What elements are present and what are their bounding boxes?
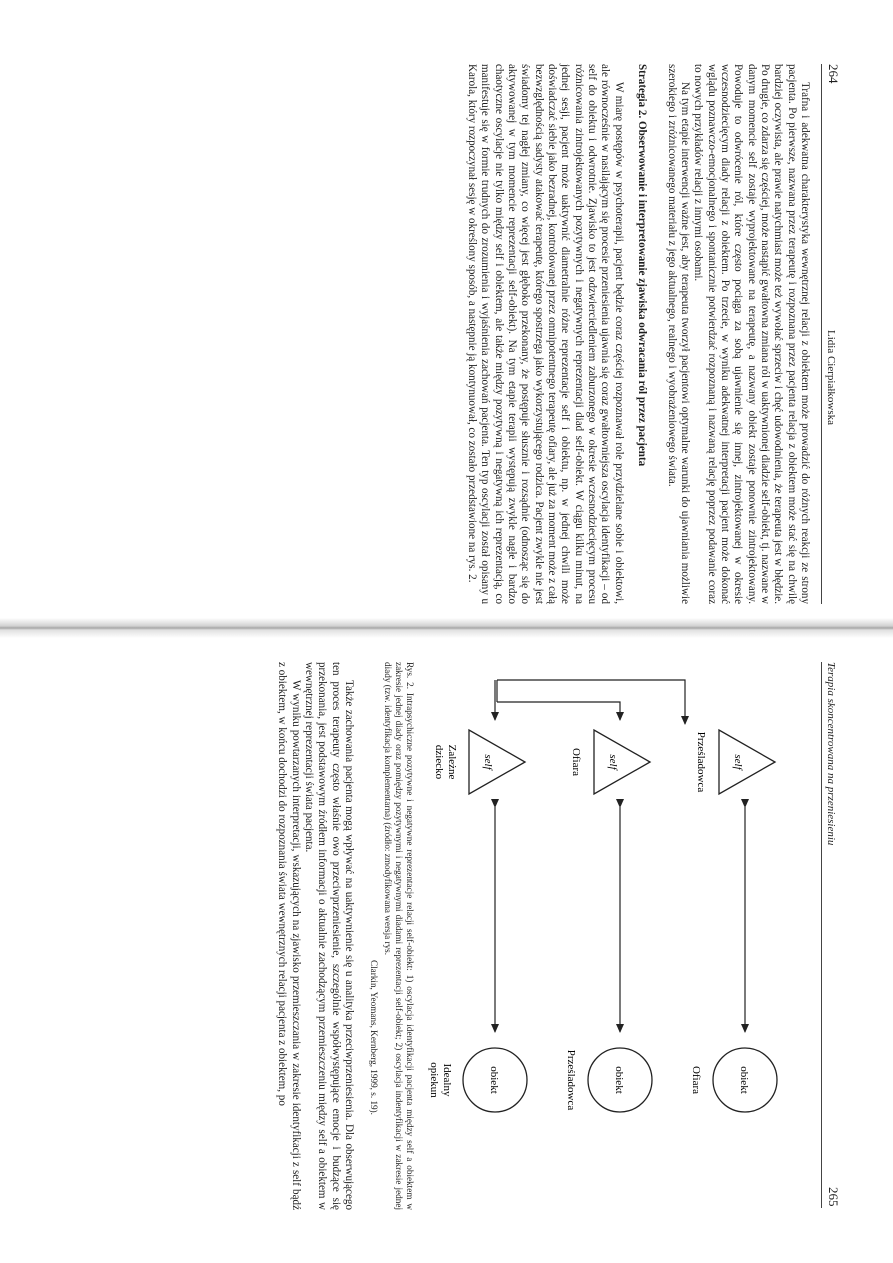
running-head-left: Lidia Cierpiałkowska [825, 330, 837, 426]
self-label: self [482, 754, 494, 770]
paragraph: W miarę postępów w psychoterapii, pacjent będzie coraz częściej rozpoznawał role przydzielane sobie i obiektowi, ale równocześnie w nasilającym się procesie przeniesienia ujawnia się coraz gwałtowniejsza oscylacja identyfikacji – od self do obiektu i odwrotnie. Zjawisko to jest odzwierciedleniem zaburzonego w okresie wczesnodziecięcym procesu różnicowania zintrojektowanych pozytywnych i negatywnych reprezentacji diad self-obiekt. W ciągu kilku minut, na jednej sesji, pacjent może uaktywnić diametralnie różne reprezentacje self i obiektu, np. w jednej chwili może doświadczać siebie jako bezradnej, kontrolowanej przez omnipotentnego terapeutę ofiary, ale już za moment może z całą bezwzględnością sadysty atakować terapeutę, którego spostrzega jako wykorzystującego rodzica. Pacjent zwykle nie jest świadomy tej nagłej zmiany, co więcej jest głęboko przekonany, że postępuje słusznie i rozsądnie (odnosząc się do aktywowanej w tym momencie reprezentacji self-obiekt). Na tym etapie terapii występują zwykle nagłe i bardzo chaotyczne oscylacje nie tylko między self i obiektem, ale także między pozytywną i negatywną ich reprezentacją, co manifestuje się w formie trudnych do zrozumienia i wyjaśnienia zachowań pacjenta. Ten typ oscylacji został opisany u Karola, który rozpoczynał sesję w określony sposób, a następnie ją kontynuował, co zostało przedstawione na rys. 2. [466, 64, 625, 604]
self-role-label: Prześladowca [695, 731, 707, 793]
left-text-column [465, 64, 811, 604]
self-triangle [719, 730, 775, 794]
object-role-label-line1: Idealny [441, 1063, 453, 1097]
object-label: obiekt [488, 1066, 500, 1094]
paragraph: Na tym etapie interwencji ważne jest, aby terapeuta tworzył pacjentowi optymalne warunki do ujawniania możliwie szerokiego i zróżnicowanego materiału z jego aktualnego, realnego i wyobrażeniowego świata. [665, 64, 691, 604]
header-rule-left [821, 64, 822, 604]
caption-text: Rys. 2. Intrapsychiczne pozytywne i negatywne reprezentacje relacji self-obiekt: 1) oscylacja identyfikacji pacjenta między self a obiektem w zakresie jednej diady oraz pomiędzy pozytywnymi i negatywnymi diadami reprezentacji self-obiekt; 2) oscylacja indentyfikacji w zakresie jednej diady (tzw. identyfikacja komplementarna) (źródło: zmodyfikowana wersja rys. [382, 662, 415, 1210]
right-text-column [275, 662, 355, 1210]
paragraph: Trafna i adekwatna charakterystyka wewnętrznej relacji z obiektem może prowadzić do różnych reakcji ze strony pacjenta. Po pierwsze, nazwana przez terapeutę i rozpoznana przez pacjenta relacja z obiektem może stać się na chwilę bardziej oczywista, ale prawie natychmiast może też wywołać sprzeciw i chęć udowodnienia, że terapeuta jest w błędzie. Po drugie, co zdarza się częściej, może nastąpić gwałtowna zmiana ról w uaktywnionej diadzie self-obiekt, tj. nazwane w danym momencie self zostaje wyprojektowane na terapeutę, a nazwany obiekt zostaje ponownie zintrojektowany. Powoduje to odwrócenie ról, które często pociąga za sobą ujawnienie się innej, zintrojektowanej w okresie wczesnodziecięcym diady relacji z obiektem. Po trzecie, w wyniku adekwatnej interpretacji pacjent może dokonać wglądu poznawczo-emocjonalnego i spontanicznie potwierdzać rozpoznaną i nazwaną relację poprzez podawanie coraz to nowych przykładów relacji z innymi osobami. [692, 64, 811, 604]
object-role-label: Prześladowca [565, 1049, 577, 1111]
page-number-right: 265 [826, 1187, 841, 1207]
self-object-diagram [295, 632, 815, 1263]
self-label: self [732, 754, 744, 770]
self-role-label-line2: dziecko [433, 744, 445, 780]
object-role-label-line2: opiekun [428, 1062, 440, 1098]
figure-caption [381, 662, 415, 1210]
object-label: obiekt [738, 1066, 750, 1094]
self-label: self [607, 754, 619, 770]
self-role-label: Ofiara [570, 747, 582, 777]
paragraph: W wyniku powtarzanych interpretacji, wskazujących na zjawisko przemieszczania w zakresie identyfikacji z self bądź z obiektem, w końcu dochodzi do rozpoznania świata wewnętrznych relacji pacjenta z obiektem, po [276, 662, 302, 1210]
self-triangle [594, 730, 650, 794]
self-role-label-line1: Zależne [446, 744, 458, 780]
running-head-right: Terapia skoncentrowana na przeniesieniu [825, 662, 837, 846]
object-role-label: Ofiara [690, 1065, 702, 1095]
section-heading: Strategia 2. Obserwowanie i interpretowanie zjawiska odwracania ról przez pacjenta [636, 64, 649, 467]
page-number-left: 264 [826, 64, 841, 84]
object-label: obiekt [613, 1066, 625, 1094]
figure-credit: Clarkin, Yeomans, Kernberg, 1999, s. 19). [369, 960, 379, 1115]
inter-dyad-connector [497, 702, 620, 720]
paragraph: Także zachowania pacjenta mogą wpływać na uaktywnienie się u analityka przeciwprzeniesienia. Dla obserwującego ten proces terapeuty często właśnie owo przeciwprzeniesienie, szczególnie współwystępujące emocje i budzące się przekonania, jest podstawowym źródłem informacji o aktualnie zachodzącym przemieszczeniu między self a obiektem w wewnętrznej reprezentacji świata pacjenta. [302, 662, 355, 1210]
header-rule-right [821, 662, 822, 1208]
self-triangle [469, 730, 525, 794]
